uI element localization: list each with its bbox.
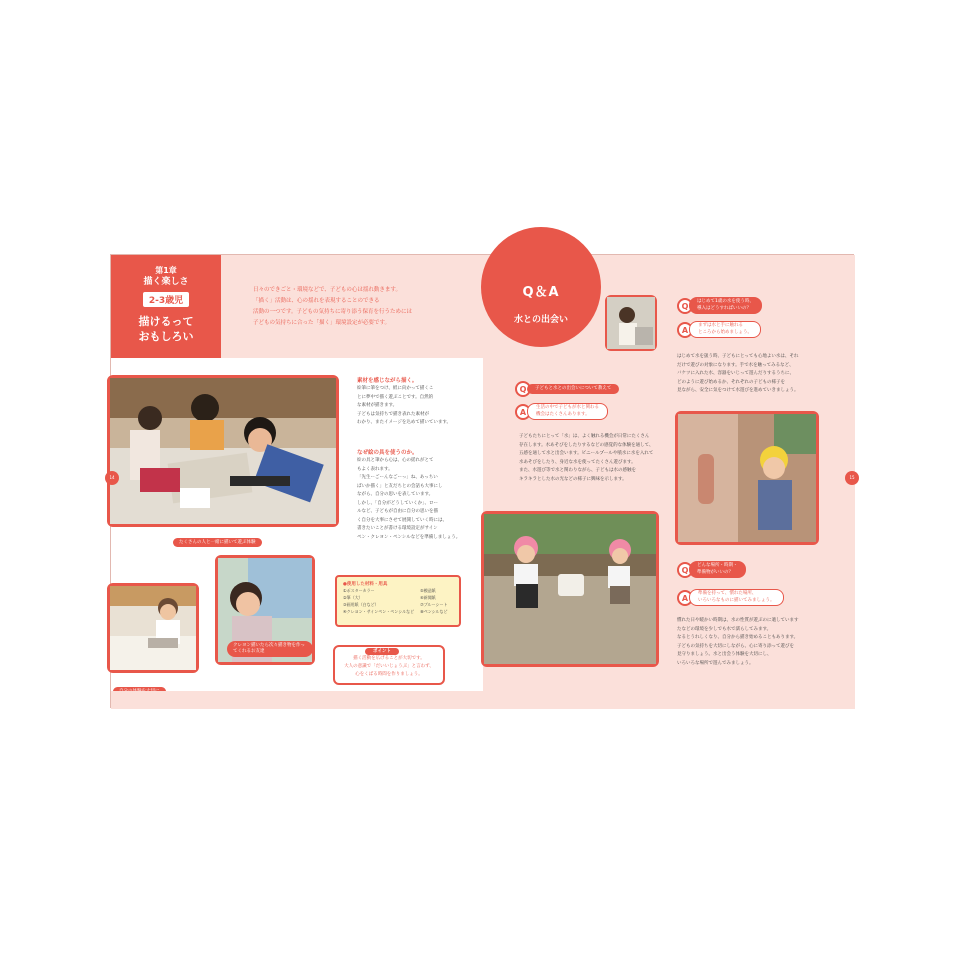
material-item: ⑤模造紙 [420,588,436,593]
a-marker: A [515,404,531,420]
material-item: ⑥新聞紙 [420,595,436,600]
body-line: また、水遊び等で水と関わりながら、子どもは水の感触を [519,468,636,473]
answer-3-body [677,617,827,668]
photo-child-wall-painting [675,411,819,545]
question-line: 準備物がいいの？ [697,569,733,575]
chapter-title-line1: 描けるって [138,315,194,328]
section-body-line: ぱいか描く」と友だちとの会話も大事にし [357,483,443,489]
body-line: 存在します。水あそびをしたりするなどの感覚的な体験を通して、 [519,442,654,448]
point-tag-wrap [365,637,399,656]
material-item: ③画用紙（白など） [343,602,379,607]
section-body-line: ペン・クレヨン・ペンシルなどを準備しましょう。 [357,534,461,540]
body-line: 慣れた日や暖かい時期は、水の性質が遊ぶのに適しています [677,618,799,623]
intro-text [253,285,473,329]
chapter-title-line2: おもしろい [138,330,194,343]
main-photo-children-painting [107,375,339,527]
section-body-line: 書きたいことが書ける環境設定がサイン [357,526,438,531]
material-item: ①ポスターカラー [343,588,375,593]
body-line: 子どもの気持ちを大切にしながら、心に寄り添って遊びを [677,643,794,649]
body-line: いろいろな場所で遊んでみましょう。 [677,660,754,666]
materials-title: ●使用した材料・用具 [343,582,388,587]
caption-text: クレヨン描いたら次々描き物を作ってくれるお友達 [227,641,313,657]
answer-text [689,321,761,338]
point-tag: ポイント [365,648,399,655]
answer-line: 生活の中で子どもが水と関わる [536,405,599,410]
question-text [689,297,762,314]
question-2 [677,297,762,314]
intro-line: 「描く」活動は、心の揺れを表現することのできる [253,298,380,304]
section-body-line: な素材が描きます。 [357,403,398,408]
body-line: 子どもたちにとって「水」は、よく触れる機会が日常にたくさん [519,434,650,439]
section-body-line: 絵筆に筆をつけ、紙に向かって描くこ [357,386,434,391]
q-marker: Q [677,298,693,314]
answer-line: ところから始めましょう。 [698,329,752,335]
left-page-number: 14 [105,471,119,485]
book-spread [110,254,854,708]
section-body-line: もよく表れます。 [357,466,393,472]
section-body-line: 絵の具と筆から心は、心の揺れがとて [357,458,434,463]
section-body-line: わかり、またイメージを込めて描いています。 [357,420,452,425]
answer-1 [515,403,608,420]
answer-line: 準備を持って、慣れた場所、 [698,591,757,596]
section-body-line: く自分を大事にさせて展開していく時には、 [357,517,447,523]
body-line: はじめて水を扱う時、子どもにとっても心地よい水は、それ [677,354,799,359]
answer-line: いろいろなものに描いてみましょう。 [698,597,775,603]
section-materials [357,377,471,428]
water-play-illustration [484,514,656,664]
body-line: 見ながら、安全に気をつけて水遊びを進めていきましょう。 [677,388,799,393]
section-body-line: とに夢中で描く遊ぶことです。自然的 [357,394,434,400]
chapter-label-block [111,255,221,358]
point-line: 大人の意識で「だいいじょうぶ」と言わず、 [344,664,434,669]
question-1 [515,381,619,397]
body-line: だけで遊びの対象になります。手で水を触ってみるなど、 [677,362,794,368]
body-line: バケツに入れた水、容器をいじって遊んだりするうちに、 [677,371,794,376]
intro-line: 活動の一つです。子どもの気持ちに寄り添う保育を行うためには [253,309,413,315]
material-item: ⑦ブルーシート [420,602,448,607]
material-item: ⑧ペンシルなど [420,609,448,614]
body-line: 見守りましょう。水と出会う体験を大切にし、 [677,652,772,657]
photo-child-at-tap [605,295,657,351]
materials-list-box [335,575,461,627]
body-line: なるとうれしくなり、自分から描き始めることもあります。 [677,635,799,640]
photo-3-caption [227,641,313,657]
chapter-theme: 描く楽しさ [143,277,189,287]
tap-scene-illustration [607,297,655,349]
section-body-line: ルなど、子どもが自由に自分の思いを描 [357,509,438,514]
painting-scene-illustration [110,378,336,524]
question-line: 導入はどうすればいいの？ [697,305,751,311]
photo-children-water-play [481,511,659,667]
section-body-line: 「先生ーごーんなごーっ」ね、あっちい [357,475,438,480]
section-body-line: しかし、「自分がどうしていくか」、ロー [357,500,438,506]
question-3 [677,561,746,578]
age-badge: 2-3歳児 [143,292,189,307]
intro-line: 子どもの気持ちに合った「描く」環境設定が必要です。 [253,320,391,326]
body-line: どのように遊び始めるか、それぞれの子どもの様子を [677,379,785,385]
a-marker: A [677,590,693,606]
section-body-line: ながら、自分の思いを表しています。 [357,492,434,497]
photo-toddler-painting [107,583,199,673]
section-heading: 素材を感じながら描く。 [357,378,418,384]
body-line: キラキラとした水の光などの様子に興味を示します。 [519,476,627,482]
answer-text [689,589,784,606]
body-line: たなどの環境を少しでも水で濡らしてみます。 [677,626,772,632]
body-line: 五感を通して水と出会います。ビニールプールや噴水に水を入れて [519,451,654,456]
wall-painting-illustration [678,414,816,542]
question-line: どんな場所・時期・ [697,563,738,568]
material-item: ④クレヨン・サインペン・ペンシルなど [343,609,415,614]
section-body-line: 子どもは気持ちで描き表れた素材が [357,411,429,417]
q-marker: Q [515,381,531,397]
question-line: はじめて1歳の水を使う時、 [697,299,754,304]
question-text [689,561,746,578]
main-photo-caption [173,528,262,547]
answer-3 [677,589,784,606]
answer-line: まずは水と手に触れる [698,323,743,328]
point-line: 心をくばる時間を作りましょう。 [355,672,423,677]
qa-title: Q＆A [522,285,560,300]
qa-subtitle: 水との出会い [513,315,568,325]
toddler-scene-illustration [110,586,196,670]
body-line: 水あそびをしたり、身近な水を使ってたくさん遊びます。 [519,459,636,465]
a-marker: A [677,322,693,338]
section-why-paint [357,449,471,542]
left-footer-band [111,691,483,709]
answer-2 [677,321,761,338]
answer-1-body [519,433,669,484]
q-marker: Q [677,562,693,578]
answer-text [527,403,608,420]
point-line: 描く活動を広げることが大切です。 [353,656,425,661]
answer-2-body [677,353,827,396]
question-text: 子どもと水との出会いについて教えて [527,384,619,395]
section-heading: なぜ絵の具を使うのか。 [357,450,418,456]
caption-text: たくさんの人と一緒に描いて遊ぶ体験 [173,538,262,547]
qa-title-circle [481,227,601,347]
answer-line: 機会はたくさんあります。 [536,411,590,417]
material-item: ②筆（大） [343,595,363,600]
chapter-number: 第1章 [155,266,177,275]
intro-line: 日々のできごと・環境などで、子どもの心は揺れ動きます。 [253,287,401,293]
right-page-number: 15 [845,471,859,485]
materials-grid [343,587,453,615]
